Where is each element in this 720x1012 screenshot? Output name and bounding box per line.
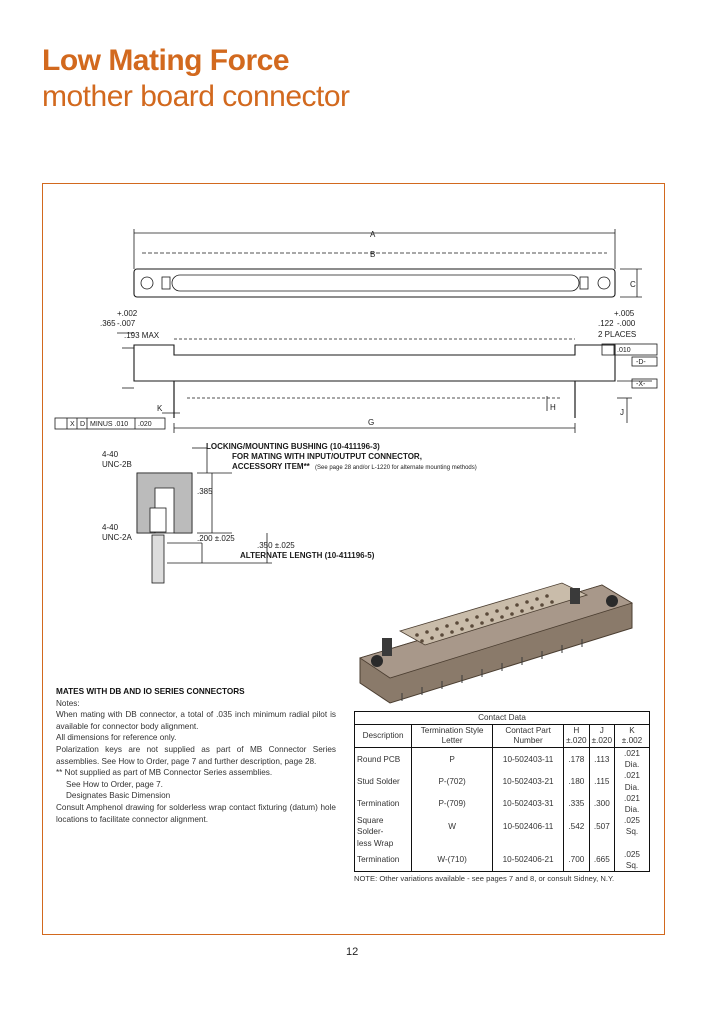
notes-label: Notes: bbox=[56, 698, 80, 708]
alt-length-label: ALTERNATE LENGTH (10-411196-5) bbox=[240, 551, 375, 560]
table-row bbox=[355, 838, 650, 849]
cell-h: .700 bbox=[564, 849, 589, 872]
cell-j: .113 bbox=[589, 748, 614, 771]
header-j-label: J bbox=[599, 726, 604, 735]
header-termination: Termination Style Letter bbox=[412, 725, 493, 748]
label-200: .200 ±.025 bbox=[197, 534, 235, 543]
cell-j bbox=[589, 838, 614, 849]
header-description: Description bbox=[355, 725, 412, 748]
cell-j: .665 bbox=[589, 849, 614, 872]
note-1: When mating with DB connector, a total of .035 inch minimum radial pilot is available for connector body alignment. bbox=[56, 710, 336, 731]
notes-heading: MATES WITH DB AND IO SERIES CONNECTORS bbox=[56, 687, 245, 696]
connector-illustration bbox=[360, 583, 632, 703]
accessory-label: ACCESSORY ITEM** bbox=[232, 462, 310, 471]
note-5: Designates Basic Dimension bbox=[66, 791, 171, 801]
cell-part: 10-502403-11 bbox=[493, 748, 564, 771]
note-3: Polarization keys are not supplied as part of MB Connector Series assemblies. See How to Order, page 7 and further description, page 28. bbox=[56, 744, 336, 766]
cell-term: P-(709) bbox=[412, 793, 493, 815]
frame-ctrl-left-minus: MINUS .010 bbox=[90, 421, 129, 428]
table-caption: Contact Data bbox=[355, 712, 650, 725]
label-dim-h: H bbox=[550, 403, 556, 412]
cell-desc: Stud Solder bbox=[357, 777, 400, 786]
page-number: 12 bbox=[346, 946, 359, 958]
note-4b: See How to Order, page 7. bbox=[66, 779, 163, 789]
tol-left-minus: -.007 bbox=[117, 319, 136, 328]
label-two-places: 2 PLACES bbox=[598, 330, 637, 339]
tol-left-base: .365 bbox=[100, 319, 116, 328]
header-h bbox=[564, 725, 589, 748]
header-part: Contact Part Number bbox=[493, 725, 564, 748]
frame-ctrl-left-x: X bbox=[70, 421, 75, 428]
tol-left-plus: +.002 bbox=[117, 309, 138, 318]
tol-right-base: .122 bbox=[598, 319, 614, 328]
cell-k: .025 Sq. bbox=[615, 815, 650, 837]
table-row bbox=[355, 748, 650, 771]
cell-k: .021 Dia. bbox=[615, 793, 650, 815]
cell-h: .178 bbox=[564, 748, 589, 771]
cell-desc: Termination bbox=[357, 855, 400, 865]
connector-top-view bbox=[134, 269, 615, 297]
mounting-hole-right bbox=[598, 277, 610, 289]
cell-k: .025 Sq. bbox=[615, 849, 650, 872]
frame-ctrl-right-value: .010 bbox=[617, 347, 631, 354]
page-title: Low Mating Force bbox=[42, 44, 289, 77]
cell-term: P bbox=[412, 748, 493, 771]
thread-top-1: 4-40 bbox=[102, 450, 119, 459]
header-h-tol: ±.020 bbox=[566, 736, 587, 745]
mating-label: FOR MATING WITH INPUT/OUTPUT CONNECTOR, bbox=[232, 452, 422, 461]
frame-ctrl-left-d: D bbox=[80, 421, 86, 428]
cell-h: .335 bbox=[564, 793, 589, 815]
label-385: .385 bbox=[197, 487, 213, 496]
contact-data-table bbox=[354, 711, 650, 872]
cell-k bbox=[615, 838, 650, 849]
cell-part: 10-502403-31 bbox=[493, 793, 564, 815]
accessory-note: (See page 28 and/or L-1220 for alternate mounting methods) bbox=[315, 465, 477, 471]
cell-h: .542 bbox=[564, 815, 589, 837]
note-4: ** Not supplied as part of MB Connector Series assemblies. bbox=[56, 768, 273, 778]
cell-term: W bbox=[412, 815, 493, 837]
cell-desc: less Wrap bbox=[357, 838, 394, 848]
table-row bbox=[355, 770, 650, 792]
table-row bbox=[355, 849, 650, 872]
header-k-label: K bbox=[629, 726, 635, 735]
table-row bbox=[355, 793, 650, 815]
tol-right-plus: +.005 bbox=[614, 309, 635, 318]
datum-d: -D- bbox=[636, 359, 646, 366]
datum-x: -X- bbox=[636, 381, 646, 388]
mounting-hole-left bbox=[141, 277, 153, 289]
label-dim-j: J bbox=[620, 408, 624, 417]
contact-data-table-wrap bbox=[354, 711, 650, 883]
cell-term: P-(702) bbox=[412, 770, 493, 792]
cell-h: .180 bbox=[564, 770, 589, 792]
cell-desc: Termination bbox=[357, 799, 400, 809]
bushing-label: LOCKING/MOUNTING BUSHING (10-411196-3) bbox=[206, 442, 380, 451]
cell-part: 10-502406-21 bbox=[493, 849, 564, 872]
cell-part bbox=[493, 838, 564, 849]
cell-part: 10-502403-21 bbox=[493, 770, 564, 792]
cell-k: .021 Dia. bbox=[615, 770, 650, 792]
table-row bbox=[355, 815, 650, 837]
header-j bbox=[589, 725, 614, 748]
note-2: All dimensions for reference only. bbox=[56, 733, 177, 743]
header-k bbox=[615, 725, 650, 748]
cell-k: .021 Dia. bbox=[615, 748, 650, 771]
label-193-max: .193 MAX bbox=[124, 331, 160, 340]
header-j-tol: ±.020 bbox=[591, 736, 613, 745]
thread-bot-2: UNC-2A bbox=[102, 533, 132, 542]
thread-bot-1: 4-40 bbox=[102, 523, 119, 532]
header-k-tol: ±.002 bbox=[621, 736, 643, 745]
label-dim-a: A bbox=[370, 230, 376, 239]
cell-term bbox=[412, 838, 493, 849]
cell-j: .115 bbox=[589, 770, 614, 792]
notes-section bbox=[56, 686, 336, 825]
label-dim-g: G bbox=[368, 418, 375, 427]
cell-h bbox=[564, 838, 589, 849]
label-dim-b: B bbox=[370, 250, 376, 259]
label-dim-k: K bbox=[157, 404, 163, 413]
table-note: NOTE: Other variations available - see pages 7 and 8, or consult Sidney, N.Y. bbox=[354, 874, 615, 884]
threaded-stud bbox=[152, 535, 164, 583]
label-dim-c: C bbox=[630, 280, 636, 289]
thread-top-2: UNC-2B bbox=[102, 460, 132, 469]
label-350: .350 ±.025 bbox=[257, 541, 295, 550]
cell-j: .300 bbox=[589, 793, 614, 815]
header-h-label: H bbox=[573, 726, 580, 735]
cell-term: W-(710) bbox=[412, 849, 493, 872]
cell-desc: Round PCB bbox=[357, 754, 401, 764]
tol-right-minus: -.000 bbox=[617, 319, 636, 328]
cell-desc: Square Solder- bbox=[357, 816, 384, 837]
frame-ctrl-left-020: .020 bbox=[138, 421, 152, 428]
cell-j: .507 bbox=[589, 815, 614, 837]
note-6: Consult Amphenol drawing for solderless wrap contact fixturing (datum) hole locations to facilitate connector alignment. bbox=[56, 802, 336, 824]
cell-part: 10-502406-11 bbox=[493, 815, 564, 837]
connector-side-view bbox=[134, 345, 615, 381]
contact-cavity bbox=[172, 275, 579, 291]
page-subtitle: mother board connector bbox=[42, 80, 350, 113]
